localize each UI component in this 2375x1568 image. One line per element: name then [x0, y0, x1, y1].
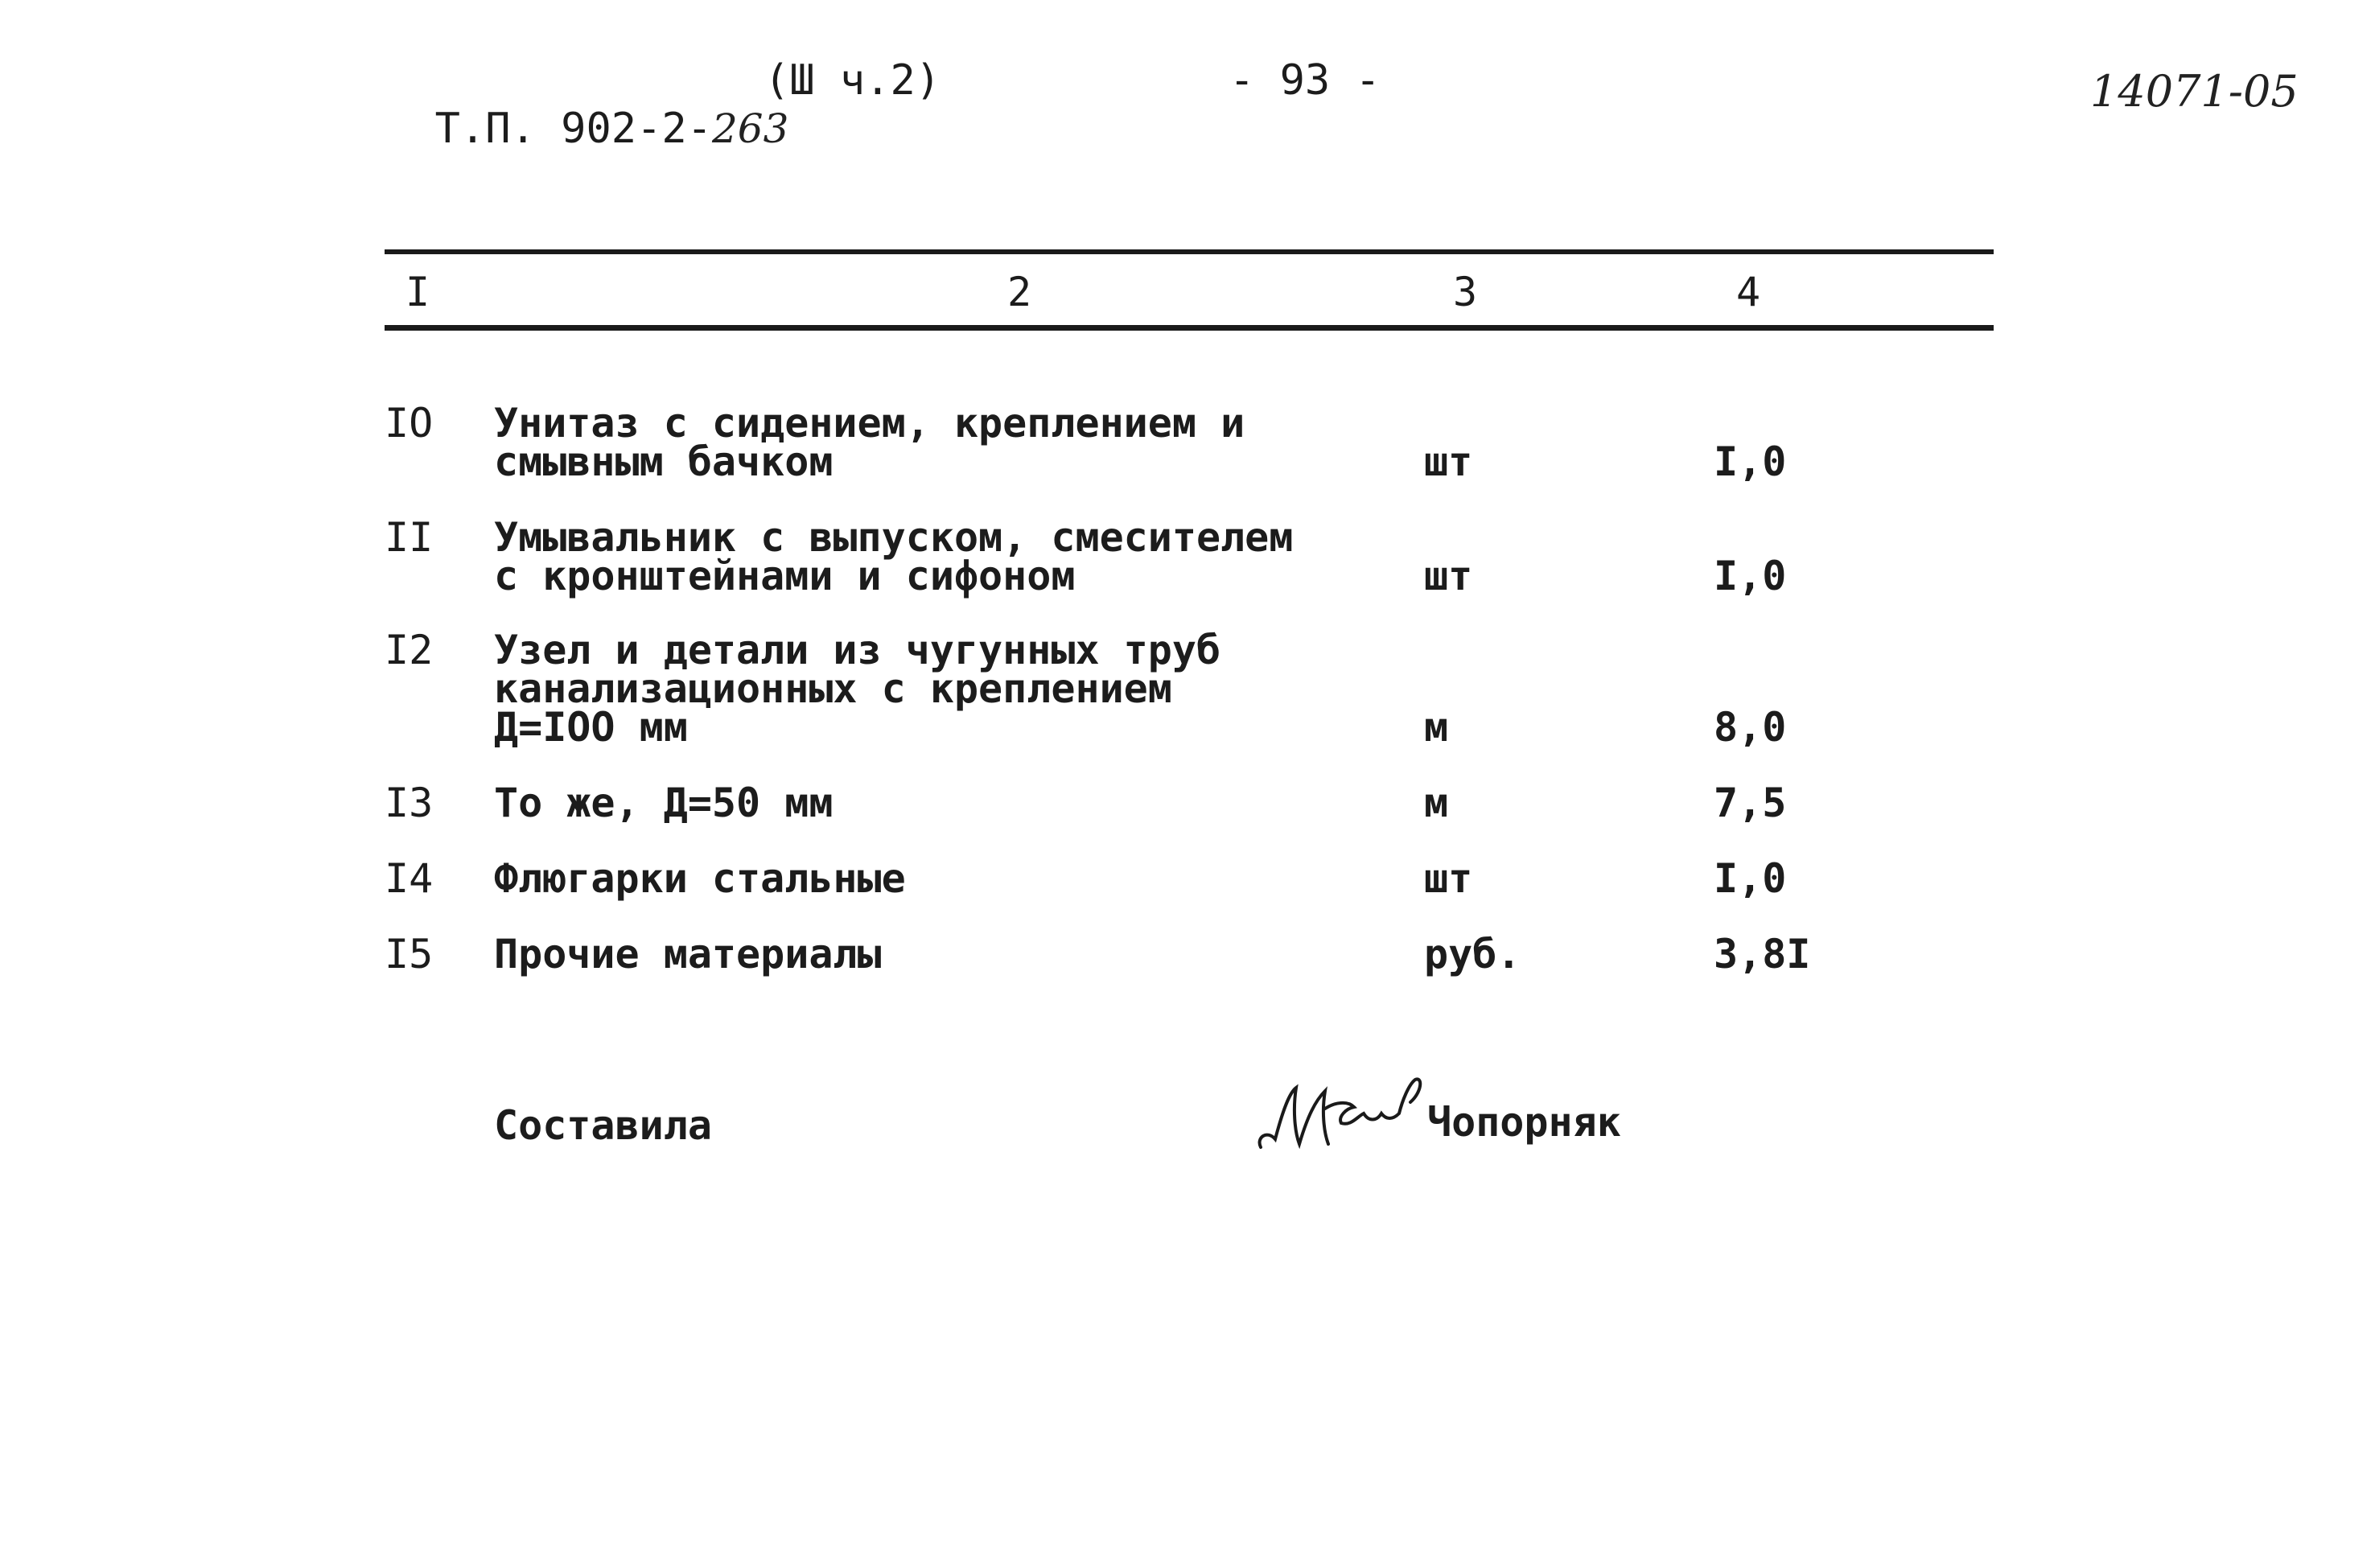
compiled-by-label: Составила — [494, 1102, 712, 1149]
unit-cell: м — [1424, 780, 1449, 826]
quantity-cell: I,0 — [1714, 438, 1787, 485]
row-number: IO — [385, 400, 434, 447]
column-header-3: 3 — [1453, 269, 1478, 315]
item-name-line: Умывальник с выпуском, смесителем — [494, 514, 1294, 561]
row-number: II — [385, 514, 434, 561]
row-number: I3 — [385, 780, 434, 826]
item-name-line: Д=IOO мм — [494, 704, 688, 751]
document-part: (Ш ч.2) — [764, 56, 941, 105]
compiler-name: Чопорняк — [1427, 1099, 1621, 1146]
unit-cell: шт — [1424, 855, 1473, 902]
row-number: I2 — [385, 627, 434, 673]
row-number: I5 — [385, 931, 434, 977]
column-header-4: 4 — [1736, 269, 1761, 315]
page-number: - 93 - — [1229, 56, 1381, 105]
document-code — [385, 56, 788, 153]
item-name-line: То же, Д=50 мм — [494, 780, 834, 826]
unit-cell: м — [1424, 704, 1449, 751]
item-name-line: канализационных с креплением — [494, 665, 1172, 712]
column-header-1: I — [405, 269, 430, 315]
quantity-cell: I,0 — [1714, 855, 1787, 902]
quantity-cell: 3,8I — [1714, 931, 1811, 977]
item-name-line: смывным бачком — [494, 438, 834, 485]
item-name-line: Узел и детали из чугунных труб — [494, 627, 1221, 673]
unit-cell: руб. — [1424, 931, 1521, 977]
item-name-line: Унитаз с сидением, креплением и — [494, 400, 1245, 447]
table-top-rule — [385, 249, 1994, 254]
quantity-cell: 7,5 — [1714, 780, 1787, 826]
document-code-handwritten: 263 — [712, 105, 789, 152]
handwritten-signature — [1251, 1060, 1428, 1157]
item-name-line: Прочие материалы — [494, 931, 882, 977]
row-number: I4 — [385, 855, 434, 902]
document-code-prefix: Т.П. 902-2- — [434, 105, 712, 153]
item-name-line: Флюгарки стальные — [494, 855, 906, 902]
column-header-2: 2 — [1007, 269, 1032, 315]
quantity-cell: 8,0 — [1714, 704, 1787, 751]
item-name-line: с кронштейнами и сифоном — [494, 553, 1076, 599]
quantity-cell: I,0 — [1714, 553, 1787, 599]
unit-cell: шт — [1424, 553, 1473, 599]
table-header-rule — [385, 325, 1994, 331]
archive-number: 14071-05 — [2090, 66, 2299, 117]
unit-cell: шт — [1424, 438, 1473, 485]
